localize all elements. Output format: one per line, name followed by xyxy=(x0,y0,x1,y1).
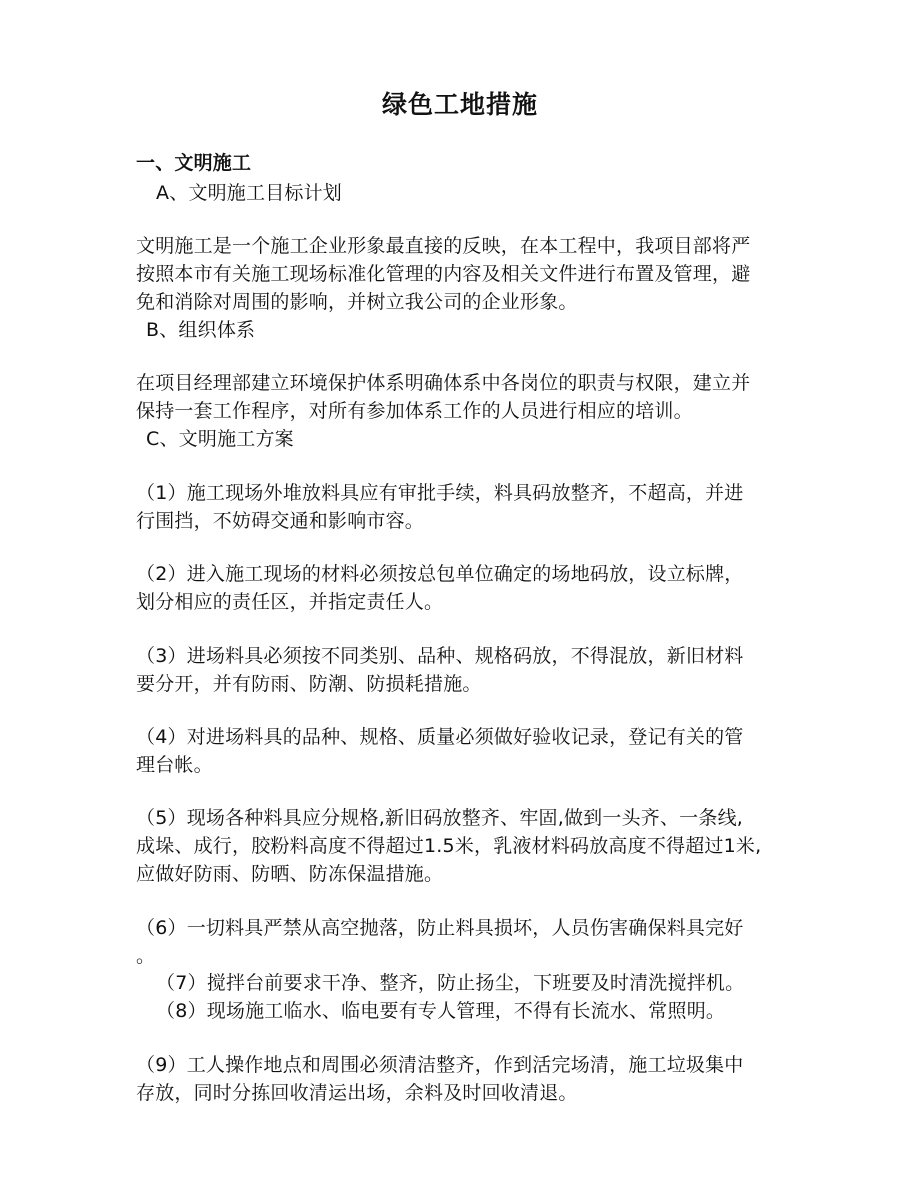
item-6-line-1: （6）一切料具严禁从高空抛落，防止料具损坏，人员伤害确保料具完好 xyxy=(136,917,744,939)
item-2-line-2: 划分相应的责任区，并指定责任人。 xyxy=(136,591,444,613)
item-1-line-2: 行围挡，不妨碍交通和影响市容。 xyxy=(136,510,425,532)
item-3-line-1: （3）进场料具必须按不同类别、品种、规格码放，不得混放，新旧材料 xyxy=(136,645,744,667)
paragraph-a-line-2: 按照本市有关施工现场标准化管理的内容及相关文件进行布置及管理，避 xyxy=(136,263,751,285)
item-6-line-2: 。 xyxy=(136,945,156,967)
item-1-line-1: （1）施工现场外堆放料具应有审批手续，料具码放整齐，不超高，并进 xyxy=(136,482,744,504)
item-5-line-3: 应做好防雨、防晒、防冻保温措施。 xyxy=(136,863,444,885)
item-8-line: （8）现场施工临水、临电要有专人管理，不得有长流水、常照明。 xyxy=(156,1000,726,1022)
item-9-line-1: （9）工人操作地点和周围必须清洁整齐，作到活完场清，施工垃圾集中 xyxy=(136,1054,744,1076)
item-4-line-1: （4）对进场料具的品种、规格、质量必须做好验收记录，登记有关的管 xyxy=(136,726,744,748)
item-4-line-2: 理台帐。 xyxy=(136,754,213,776)
item-2-line-1: （2）进入施工现场的材料必须按总包单位确定的场地码放，设立标牌， xyxy=(136,563,744,585)
subheading-b: B、组织体系 xyxy=(146,319,256,341)
paragraph-a-line-1: 文明施工是一个施工企业形象最直接的反映，在本工程中，我项目部将严 xyxy=(136,235,751,257)
item-3-line-2: 要分开，并有防雨、防潮、防损耗措施。 xyxy=(136,673,482,695)
item-5-line-1: （5）现场各种料具应分规格,新旧码放整齐、牢固,做到一头齐、一条线, xyxy=(136,807,744,829)
section-heading-civilized-construction: 一、文明施工 xyxy=(136,152,252,174)
paragraph-a-line-3: 免和消除对周围的影响，并树立我公司的企业形象。 xyxy=(136,291,578,313)
subheading-c: C、文明施工方案 xyxy=(146,428,294,450)
document-title: 绿色工地措施 xyxy=(381,90,538,119)
item-5-line-2: 成垛、成行，胶粉料高度不得超过1.5米，乳液材料码放高度不得超过1米, xyxy=(136,835,762,857)
paragraph-b-line-1: 在项目经理部建立环境保护体系明确体系中各岗位的职责与权限，建立并 xyxy=(136,372,751,394)
subheading-a: A、文明施工目标计划 xyxy=(156,182,342,204)
item-9-line-2: 存放，同时分拣回收清运出场，余料及时回收清退。 xyxy=(136,1082,578,1104)
paragraph-b-line-2: 保持一套工作程序，对所有参加体系工作的人员进行相应的培训。 xyxy=(136,400,693,422)
item-7-line: （7）搅拌台前要求干净、整齐，防止扬尘，下班要及时清洗搅拌机。 xyxy=(156,972,745,994)
